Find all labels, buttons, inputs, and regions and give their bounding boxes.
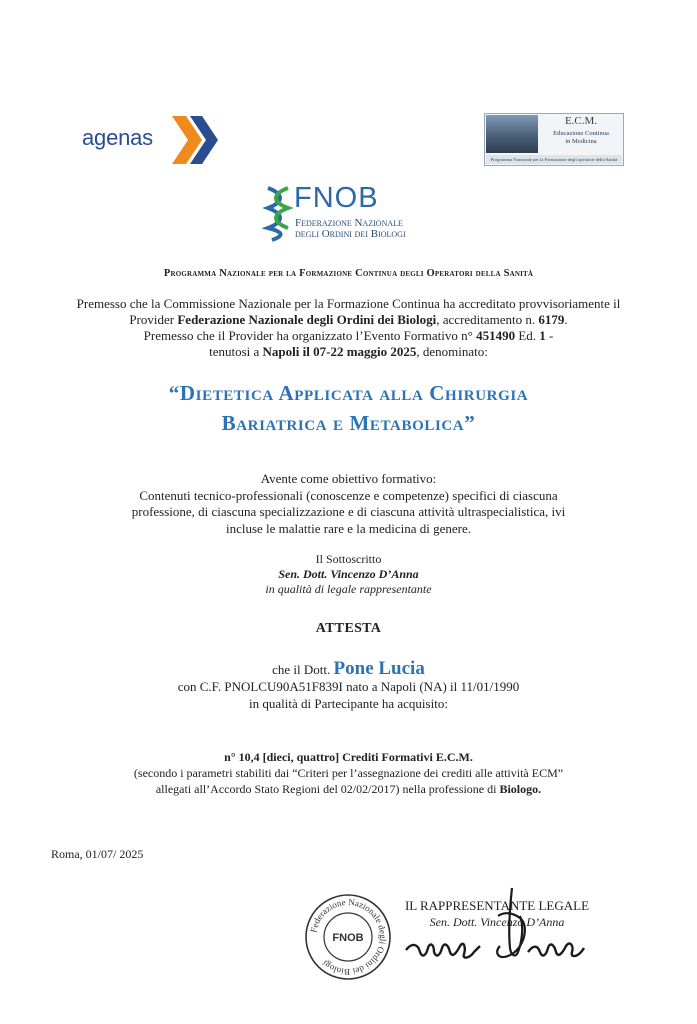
- event-title: “Dietetica Applicata alla Chirurgia Bariatrica e Metabolica”: [168, 381, 529, 435]
- credits-block: n° 10,4 [dieci, quattro] Crediti Formativi E.C.M. (secondo i parametri stabiliti dai “Criteri per l’assegnazione dei crediti alle attività ECM” allegati all’Accordo Stato Regioni del 02/02/2017) nella professione di Biologo.: [133, 750, 564, 796]
- fnob-wordmark: FNOB: [294, 182, 379, 214]
- fnob-stamp: [304, 893, 392, 981]
- date-place: Roma, 01/07/ 2025: [51, 847, 144, 861]
- attesta-heading: ATTESTA: [315, 621, 382, 636]
- handwritten-signature: [400, 886, 590, 976]
- svg-text:FNOB: FNOB: [332, 932, 364, 944]
- ecm-logo: [484, 113, 624, 166]
- ecm-footer: Programma Nazionale per la Formazione degli operatori della Sanità: [486, 155, 622, 164]
- fnob-subtitle-1: Federazione Nazionale: [295, 217, 403, 229]
- premesso-paragraph: Premesso che la Commissione Nazionale per la Formazione Continua ha accreditato provvisoriamente il Provider Federazione Nazionale degli Ordini dei Biologi, accreditamento n. 6179. Premesso che il Provider ha organizzato l’Evento Formativo n° 451490 Ed. 1 - tenutosi a Napoli il 07-22 maggio 2025, denominato:: [76, 296, 621, 359]
- ecm-photo: [486, 115, 538, 153]
- agenas-x-icon: [168, 112, 224, 168]
- ecm-subtitle: Educazione Continua in Medicina: [553, 130, 609, 145]
- agenas-wordmark: agenas: [82, 125, 153, 150]
- obiettivo-formativo: Avente come obiettivo formativo: Contenuti tecnico-professionali (conoscenze e competenze) specifici di ciascuna professione, di ciascuna specializzazione e di ciascuna attività ultraspecialistica, ivi incluse le malattie rare e la medicina di genere.: [131, 471, 566, 536]
- svg-text:Federazione Nazionale degli Or: Federazione Nazionale degli Ordini dei Biologi: [308, 896, 389, 978]
- fnob-helix-icon: [262, 182, 296, 242]
- agenas-logo: [82, 112, 222, 168]
- sottoscritto-block: Il Sottoscritto Sen. Dott. Vincenzo D’Anna in qualità di legale rappresentante: [265, 552, 432, 596]
- ecm-title: E.C.M.: [564, 115, 598, 127]
- participant-block: che il Dott. Pone Lucia con C.F. PNOLCU90A51F839I nato a Napoli (NA) il 11/01/1990 in qualità di Partecipante ha acquisito:: [177, 658, 520, 711]
- programma-header: Programma Nazionale per la Formazione Continua degli Operatori della Sanità: [163, 268, 534, 279]
- legal-representative: IL RAPPRESENTANTE LEGALE Sen. Dott. Vincenzo D’Anna: [404, 898, 590, 929]
- fnob-subtitle-2: degli Ordini dei Biologi: [295, 228, 406, 240]
- fnob-logo: [262, 182, 442, 242]
- participant-name: Pone Lucia: [333, 658, 425, 679]
